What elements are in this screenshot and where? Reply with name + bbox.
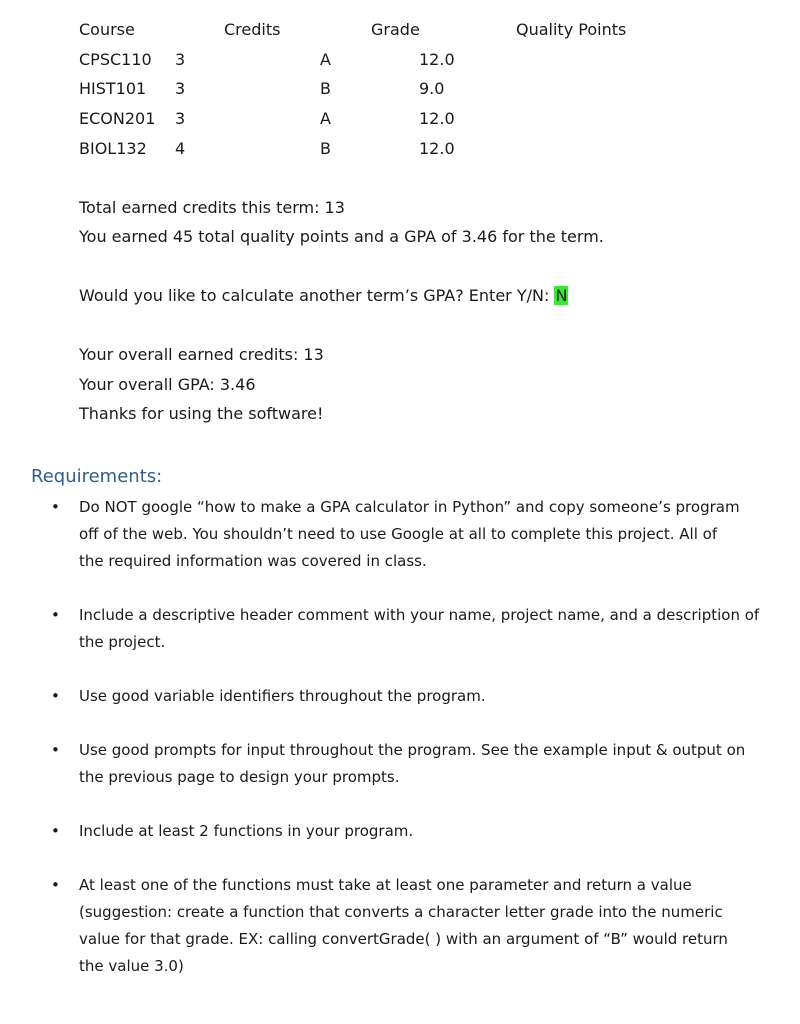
- requirement-line: Use good variable identifiers throughout the program.: [79, 687, 486, 705]
- row-course: BIOL132: [79, 139, 147, 158]
- row-credits: 4: [175, 139, 186, 158]
- bullet-icon: •: [51, 687, 60, 705]
- requirement-line: At least one of the functions must take at least one parameter and return a value: [79, 876, 692, 894]
- row-credits: 3: [175, 50, 186, 69]
- bullet-icon: •: [51, 498, 60, 516]
- row-points: 12.0: [419, 109, 455, 128]
- row-course: ECON201: [79, 109, 156, 128]
- user-answer-input: N: [555, 286, 568, 305]
- requirement-text: [79, 737, 769, 791]
- requirement-line: Include at least 2 functions in your program.: [79, 822, 414, 840]
- requirement-text: [79, 494, 769, 575]
- requirement-line: Do NOT google “how to make a GPA calculator in Python” and copy someone’s program: [79, 498, 740, 516]
- bullet-icon: •: [51, 741, 60, 759]
- overall-credits-line: Your overall earned credits: 13: [79, 345, 324, 364]
- row-points: 12.0: [419, 50, 455, 69]
- requirement-line: Use good prompts for input throughout the program. See the example input & output on: [79, 741, 746, 759]
- row-points: 12.0: [419, 139, 455, 158]
- another-term-prompt: [79, 286, 568, 306]
- requirement-line: value for that grade. EX: calling convertGrade( ) with an argument of “B” would return: [79, 930, 728, 948]
- thanks-line: Thanks for using the software!: [79, 404, 324, 423]
- requirements-heading: Requirements:: [31, 466, 163, 487]
- prompt-text: Would you like to calculate another term’s GPA? Enter Y/N:: [79, 286, 550, 305]
- requirement-line: the project.: [79, 633, 166, 651]
- bullet-icon: •: [51, 822, 60, 840]
- row-grade: B: [320, 79, 331, 98]
- row-credits: 3: [175, 79, 186, 98]
- requirement-line: Include a descriptive header comment with your name, project name, and a description of: [79, 606, 760, 624]
- requirement-line: (suggestion: create a function that converts a character letter grade into the numeric: [79, 903, 723, 921]
- overall-gpa-line: Your overall GPA: 3.46: [79, 375, 256, 394]
- requirement-text: [79, 683, 769, 710]
- bullet-icon: •: [51, 606, 60, 624]
- row-course: HIST101: [79, 79, 147, 98]
- row-points: 9.0: [419, 79, 445, 98]
- requirement-line: off of the web. You shouldn’t need to use Google at all to complete this project. All of: [79, 525, 718, 543]
- header-quality-points: Quality Points: [516, 20, 627, 39]
- requirement-line: the required information was covered in class.: [79, 552, 427, 570]
- quality-summary-line: You earned 45 total quality points and a GPA of 3.46 for the term.: [79, 227, 604, 246]
- row-grade: B: [320, 139, 331, 158]
- row-grade: A: [320, 109, 331, 128]
- header-credits: Credits: [224, 20, 281, 39]
- row-credits: 3: [175, 109, 186, 128]
- row-grade: A: [320, 50, 331, 69]
- header-grade: Grade: [371, 20, 420, 39]
- bullet-icon: •: [51, 876, 60, 894]
- header-course: Course: [79, 20, 135, 39]
- row-course: CPSC110: [79, 50, 152, 69]
- requirement-line: the previous page to design your prompts.: [79, 768, 400, 786]
- requirement-text: [79, 872, 769, 980]
- total-credits-line: Total earned credits this term: 13: [79, 198, 345, 217]
- requirement-line: the value 3.0): [79, 957, 184, 975]
- requirement-text: [79, 602, 769, 656]
- requirement-text: [79, 818, 769, 845]
